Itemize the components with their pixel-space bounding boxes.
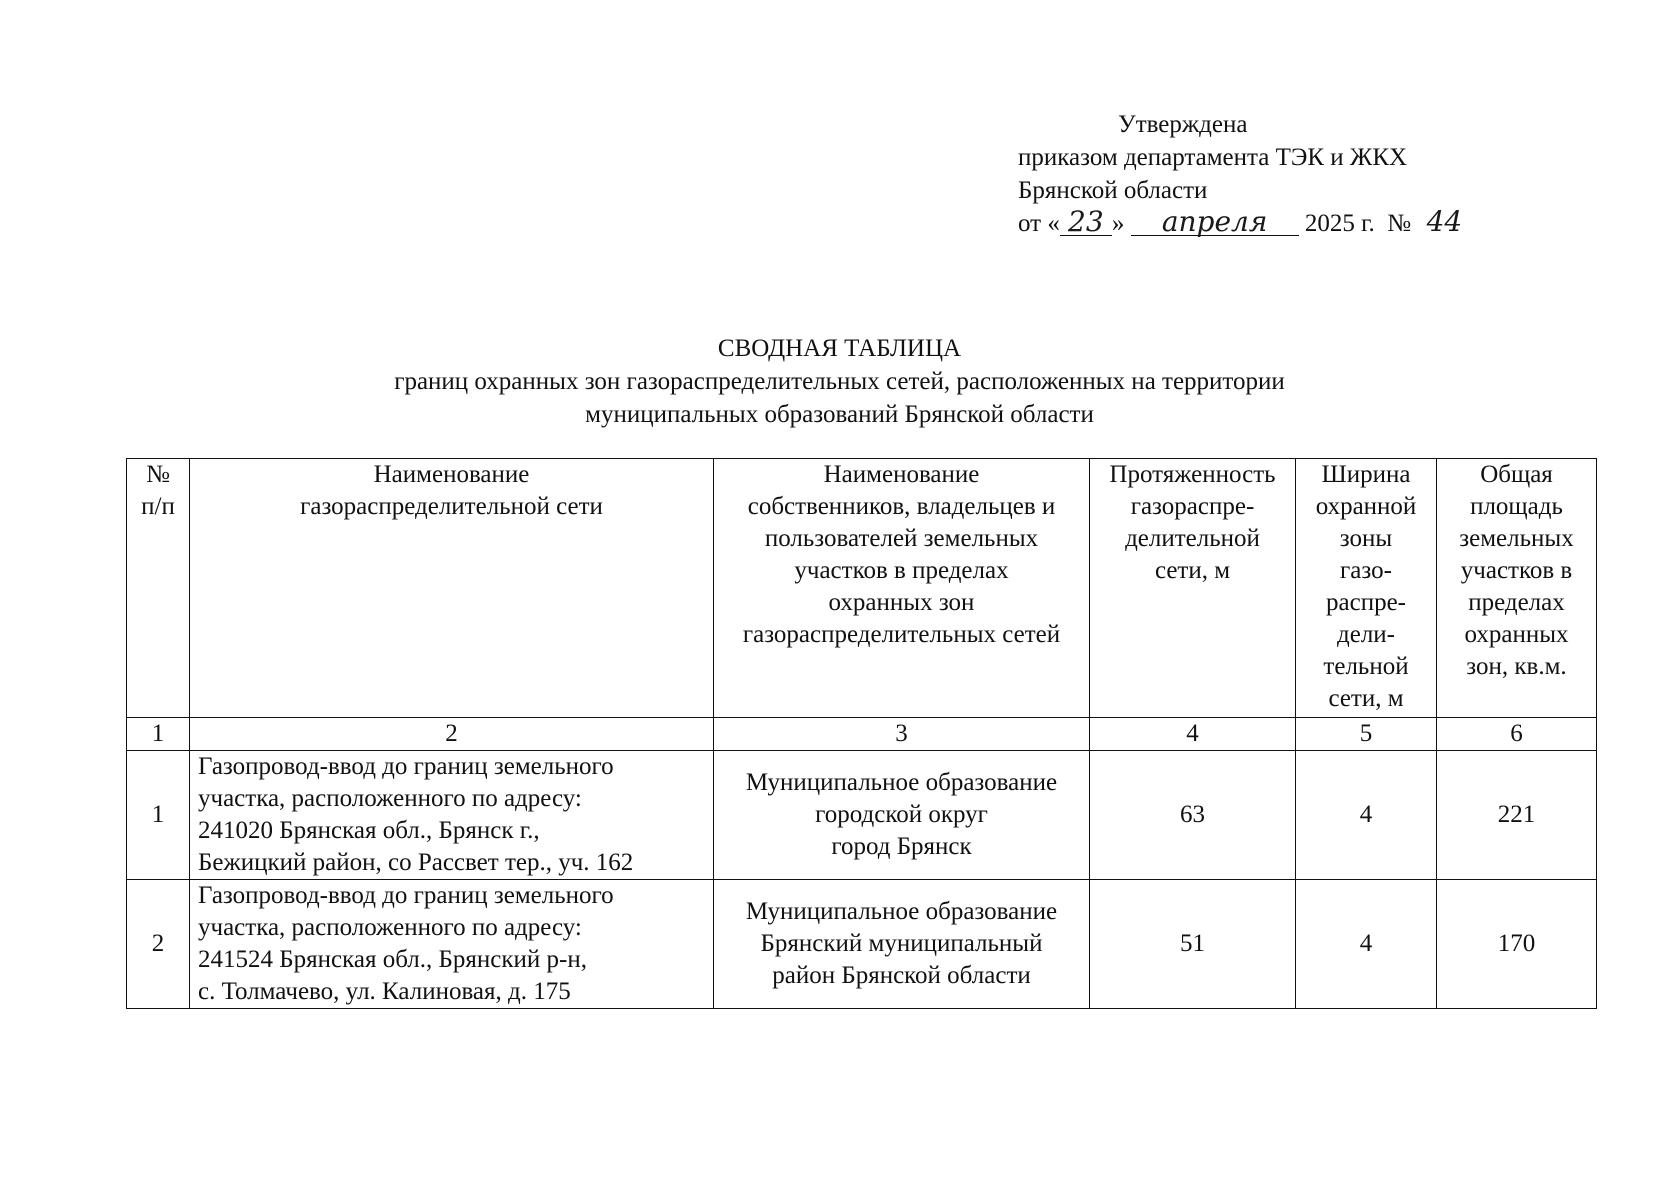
- title-subtitle-1: границ охранных зон газораспределительных сетей, расположенных на территории: [394, 368, 1285, 395]
- number-sign: №: [1387, 210, 1412, 237]
- header-cell-area: Общая площадь земельных участков в пределах охранных зон, кв.м.: [1437, 459, 1597, 718]
- network-name-cell: Газопровод-ввод до границ земельного участка, расположенного по адресу: 241020 Брянская обл., Брянск г., Бежицкий район, со Рассвет тер., уч. 162: [190, 751, 714, 880]
- title-main: СВОДНАЯ ТАБЛИЦА: [717, 335, 962, 362]
- summary-table: [126, 458, 1597, 1009]
- approval-region-line: Брянской области: [1018, 177, 1208, 204]
- handwritten-day: 23: [1060, 209, 1112, 236]
- owners-cell: Муниципальное образование Брянский муниципальный район Брянской области: [714, 880, 1090, 1009]
- header-cell-length: Протяженность газораспре- делительной сети, м: [1090, 459, 1296, 718]
- width-cell: 4: [1296, 751, 1437, 880]
- approval-order-line: приказом департамента ТЭК и ЖКХ: [1018, 144, 1408, 171]
- length-cell: 51: [1090, 880, 1296, 1009]
- document-title: [0, 332, 1679, 431]
- date-prefix: от «: [1018, 210, 1060, 237]
- column-number: 6: [1437, 718, 1597, 751]
- handwritten-month: апреля: [1131, 209, 1299, 236]
- owners-cell: Муниципальное образование городской округ город Брянск: [714, 751, 1090, 880]
- column-number: 5: [1296, 718, 1437, 751]
- column-number-row: [127, 718, 1597, 751]
- row-number: 2: [127, 880, 190, 1009]
- column-number: 3: [714, 718, 1090, 751]
- table-row: [127, 880, 1597, 1009]
- header-cell-network: Наименование газораспределительной сети: [190, 459, 714, 718]
- title-subtitle-2: муниципальных образований Брянской области: [585, 401, 1094, 428]
- column-number: 1: [127, 718, 190, 751]
- header-cell-owners: Наименование собственников, владельцев и пользователей земельных участков в пределах охранных зон газораспределительных сетей: [714, 459, 1090, 718]
- row-number: 1: [127, 751, 190, 880]
- header-cell-number: № п/п: [127, 459, 190, 718]
- header-row: [127, 459, 1597, 718]
- table-row: [127, 751, 1597, 880]
- column-number: 2: [190, 718, 714, 751]
- width-cell: 4: [1296, 880, 1437, 1009]
- approval-title: Утверждена: [1118, 111, 1248, 138]
- approval-stamp: [1018, 108, 1471, 240]
- approval-date-line: [1018, 207, 1471, 240]
- area-cell: 170: [1437, 880, 1597, 1009]
- column-number: 4: [1090, 718, 1296, 751]
- handwritten-order-number: 44: [1426, 205, 1463, 238]
- area-cell: 221: [1437, 751, 1597, 880]
- header-cell-width: Ширина охранной зоны газо- распре- дели- тельной сети, м: [1296, 459, 1437, 718]
- length-cell: 63: [1090, 751, 1296, 880]
- network-name-cell: Газопровод-ввод до границ земельного участка, расположенного по адресу: 241524 Брянская обл., Брянский р-н, с. Толмачево, ул. Калиновая, д. 175: [190, 880, 714, 1009]
- date-year: 2025 г.: [1304, 210, 1375, 237]
- date-quote-close: »: [1111, 210, 1125, 237]
